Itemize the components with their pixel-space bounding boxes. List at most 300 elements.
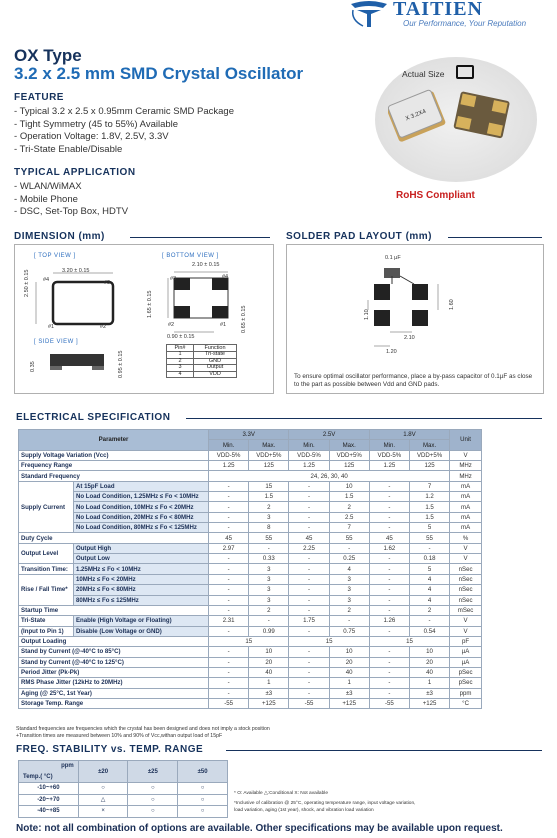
value-cell: 3 xyxy=(329,574,369,584)
value-cell: 15 xyxy=(289,636,369,646)
min-header: Min. xyxy=(369,440,409,450)
feature-list xyxy=(14,106,234,156)
bottom-note: Note: not all combination of options are available. Other specifications may be available upon request. xyxy=(16,823,503,834)
value-cell: 3 xyxy=(329,595,369,605)
feature-heading: FEATURE xyxy=(14,92,64,103)
value-cell: - xyxy=(409,543,449,553)
parameter-cell: Stand by Current (@-40°C to 85°C) xyxy=(19,647,209,657)
value-cell: 10 xyxy=(329,481,369,491)
value-cell: VDD-5% xyxy=(289,450,329,460)
unit-cell: nSec xyxy=(450,574,482,584)
solder-dim-160: 1.60 xyxy=(449,299,455,310)
value-cell: 3 xyxy=(249,595,289,605)
side-view-label: [ SIDE VIEW ] xyxy=(34,339,79,345)
value-cell: 2 xyxy=(249,502,289,512)
value-cell: 1 xyxy=(409,678,449,688)
unit-cell: mA xyxy=(450,502,482,512)
value-cell: 2 xyxy=(249,605,289,615)
pin-cell: 3 xyxy=(167,365,194,372)
value-cell: - xyxy=(329,616,369,626)
freq-corner-cell xyxy=(19,761,79,783)
value-cell: VDD+5% xyxy=(249,450,289,460)
unit-cell: ppm xyxy=(450,688,482,698)
value-cell: 10 xyxy=(409,647,449,657)
top-pin2: #2 xyxy=(100,324,107,330)
value-cell: - xyxy=(209,481,249,491)
side-pad-dim: 0.35 xyxy=(30,361,36,372)
parameter-cell: RMS Phase Jitter (12kHz to 20MHz) xyxy=(19,678,209,688)
value-cell: 1.5 xyxy=(409,512,449,522)
sub-parameter-cell: No Load Condition, 80MHz ≤ Fo < 125MHz xyxy=(73,523,208,533)
value-cell: 1.5 xyxy=(249,492,289,502)
value-cell: 15 xyxy=(209,636,289,646)
top-height-dim: 2.50 ± 0.15 xyxy=(24,269,30,297)
value-cell: 2 xyxy=(329,502,369,512)
unit-cell: V xyxy=(450,616,482,626)
table-row xyxy=(19,688,482,698)
sub-parameter-cell: Enable (High Voltage or Floating) xyxy=(73,616,208,626)
side-height-dim: 0.95 ± 0.15 xyxy=(118,350,124,378)
value-cell: - xyxy=(289,512,329,522)
value-cell: - xyxy=(369,492,409,502)
actual-size-label: Actual Size xyxy=(402,69,445,79)
parameter-cell: Frequency Range xyxy=(19,461,209,471)
value-cell: - xyxy=(209,523,249,533)
elec-note: +Transition times are measured between 10% and 90% of Vcc,withan output load of 15pF xyxy=(16,733,223,739)
value-cell: - xyxy=(289,688,329,698)
function-header: Function xyxy=(194,345,237,352)
table-row xyxy=(19,595,482,605)
value-cell: - xyxy=(369,574,409,584)
freq-col-header: ±20 xyxy=(78,761,128,783)
parameter-cell: Duty Cycle xyxy=(19,533,209,543)
legend-line: load variation, aging (1st year), shock, and vibration load variation xyxy=(234,808,374,813)
divider xyxy=(130,237,270,238)
value-cell: 1.2 xyxy=(409,492,449,502)
value-cell: 125 xyxy=(409,461,449,471)
table-row xyxy=(19,471,482,481)
table-row xyxy=(19,806,228,818)
value-cell: 0.18 xyxy=(409,554,449,564)
value-cell: - xyxy=(209,667,249,677)
unit-cell: mA xyxy=(450,512,482,522)
max-header: Max. xyxy=(329,440,369,450)
value-cell: -55 xyxy=(209,698,249,708)
application-heading: TYPICAL APPLICATION xyxy=(14,167,136,178)
value-cell: 2.31 xyxy=(209,616,249,626)
top-width-dim: 3.20 ± 0.15 xyxy=(62,268,90,274)
availability-cell: ○ xyxy=(78,783,128,795)
electrical-spec-table xyxy=(18,429,482,709)
sub-parameter-cell: Disable (Low Voltage or GND) xyxy=(73,626,208,636)
pin-table xyxy=(166,344,237,378)
unit-cell: mSec xyxy=(450,605,482,615)
unit-cell: MHz xyxy=(450,471,482,481)
list-item: - Tight Symmetry (45 to 55%) Available xyxy=(14,119,234,132)
value-cell: - xyxy=(369,688,409,698)
availability-cell: ○ xyxy=(128,806,178,818)
bottom-pin1: #1 xyxy=(220,322,227,328)
value-cell: 0.33 xyxy=(249,554,289,564)
pin-cell: 4 xyxy=(167,371,194,378)
unit-cell: % xyxy=(450,533,482,543)
availability-cell: ○ xyxy=(128,794,178,806)
solder-dim-110: 1.10 xyxy=(364,309,370,320)
elec-heading: ELECTRICAL SPECIFICATION xyxy=(16,412,171,423)
value-cell: 1 xyxy=(249,678,289,688)
value-cell: - xyxy=(329,543,369,553)
application-list xyxy=(14,181,128,219)
elec-note: Standard frequencies are frequencies which the crystal has been designed and does not imply a stock position xyxy=(16,726,270,732)
value-cell: - xyxy=(209,626,249,636)
parameter-header: Parameter xyxy=(19,430,209,451)
unit-cell: MHz xyxy=(450,461,482,471)
value-cell: - xyxy=(289,605,329,615)
value-cell: - xyxy=(369,512,409,522)
function-cell: GND xyxy=(194,358,237,365)
ppm-label: ppm xyxy=(61,763,74,769)
table-row xyxy=(19,450,482,460)
value-cell: - xyxy=(369,481,409,491)
value-cell: 1 xyxy=(329,678,369,688)
value-cell: 0.99 xyxy=(249,626,289,636)
value-cell: - xyxy=(369,647,409,657)
sub-parameter-cell: 80MHz ≤ Fo ≤ 125MHz xyxy=(73,595,208,605)
availability-cell: ○ xyxy=(178,783,228,795)
value-cell: - xyxy=(209,595,249,605)
value-cell: - xyxy=(209,647,249,657)
brand-tagline: Our Performance, Your Reputation xyxy=(403,19,527,28)
bottom-pin4: #4 xyxy=(222,274,229,280)
voltage-header: 2.5V xyxy=(289,430,369,440)
availability-cell: ○ xyxy=(178,806,228,818)
value-cell: 1.25 xyxy=(369,461,409,471)
value-cell: - xyxy=(369,554,409,564)
freq-col-header: ±25 xyxy=(128,761,178,783)
solder-dim-120: 1.20 xyxy=(386,349,397,355)
value-cell: - xyxy=(289,647,329,657)
bottom-height-dim: 1.65 ± 0.15 xyxy=(147,290,153,318)
value-cell: 1.62 xyxy=(369,543,409,553)
value-cell: - xyxy=(249,616,289,626)
sub-parameter-cell: Output Low xyxy=(73,554,208,564)
function-cell: VDD xyxy=(194,371,237,378)
value-cell: - xyxy=(209,585,249,595)
temp-range-cell: -10~+60 xyxy=(19,783,79,795)
elec-notes xyxy=(16,726,270,740)
unit-cell: nSec xyxy=(450,585,482,595)
min-header: Min. xyxy=(289,440,329,450)
value-cell: 0.75 xyxy=(329,626,369,636)
function-cell: Output xyxy=(194,365,237,372)
top-view-label: [ TOP VIEW ] xyxy=(34,253,76,259)
value-cell: 45 xyxy=(209,533,249,543)
bottom-pin3: #3 xyxy=(170,276,177,282)
parameter-cell: Stand by Current (@-40°C to 125°C) xyxy=(19,657,209,667)
availability-cell: × xyxy=(78,806,128,818)
value-cell: - xyxy=(289,667,329,677)
value-cell: 4 xyxy=(409,595,449,605)
page-title: OX Type xyxy=(14,46,82,65)
parameter-cell: Standard Frequency xyxy=(19,471,209,481)
unit-cell: nSec xyxy=(450,595,482,605)
bottom-view-label: [ BOTTOM VIEW ] xyxy=(162,253,219,259)
parameter-group-cell: Tri-State xyxy=(19,616,74,626)
sub-parameter-cell: No Load Condition, 1.25MHz ≤ Fo < 10MHz xyxy=(73,492,208,502)
divider xyxy=(226,750,542,751)
table-row xyxy=(19,512,482,522)
value-cell: ±3 xyxy=(249,688,289,698)
value-cell: 3 xyxy=(329,585,369,595)
value-cell: 0.25 xyxy=(329,554,369,564)
value-cell: - xyxy=(249,543,289,553)
value-cell: +125 xyxy=(409,698,449,708)
sub-parameter-cell: 10MHz ≤ Fo < 20MHz xyxy=(73,574,208,584)
legend-line: *Inclusive of calibration @ 25°C, operating temperature range, input voltage variation, xyxy=(234,801,416,806)
sub-parameter-cell: No Load Condition, 10MHz ≤ Fo < 20MHz xyxy=(73,502,208,512)
solder-heading: SOLDER PAD LAYOUT (mm) xyxy=(286,231,433,242)
value-cell: 2 xyxy=(409,605,449,615)
bottom-pitch-dim: 0.90 ± 0.15 xyxy=(167,334,195,340)
value-cell: 2.97 xyxy=(209,543,249,553)
value-cell: 55 xyxy=(329,533,369,543)
voltage-header: 3.3V xyxy=(209,430,289,440)
parameter-cell: Aging (@ 25°C, 1st Year) xyxy=(19,688,209,698)
value-cell: - xyxy=(369,626,409,636)
unit-cell: V xyxy=(450,450,482,460)
value-cell: 45 xyxy=(369,533,409,543)
sub-parameter-cell: At 15pF Load xyxy=(73,481,208,491)
value-cell: ±3 xyxy=(329,688,369,698)
sub-parameter-cell: No Load Condition, 20MHz ≤ Fo < 80MHz xyxy=(73,512,208,522)
table-row xyxy=(19,667,482,677)
value-cell: - xyxy=(289,678,329,688)
value-cell: 8 xyxy=(249,523,289,533)
bottom-pin2: #2 xyxy=(168,322,175,328)
value-cell: - xyxy=(289,595,329,605)
unit-cell: °C xyxy=(450,698,482,708)
value-cell: 24, 26, 30, 40 xyxy=(209,471,450,481)
max-header: Max. xyxy=(409,440,449,450)
value-cell: ±3 xyxy=(409,688,449,698)
table-row xyxy=(19,554,482,564)
bottom-pad-dim: 0.65 ± 0.15 xyxy=(241,305,247,333)
parameter-cell: Period Jitter (Pk-Pk) xyxy=(19,667,209,677)
parameter-group-cell: Rise / Fall Time* xyxy=(19,574,74,605)
divider xyxy=(186,418,542,419)
value-cell: - xyxy=(289,554,329,564)
value-cell: - xyxy=(289,492,329,502)
value-cell: - xyxy=(289,564,329,574)
unit-cell: µA xyxy=(450,647,482,657)
list-item: - Typical 3.2 x 2.5 x 0.95mm Ceramic SMD Package xyxy=(14,106,234,119)
value-cell: - xyxy=(369,564,409,574)
value-cell: - xyxy=(209,564,249,574)
unit-header: Unit xyxy=(450,430,482,451)
voltage-header: 1.8V xyxy=(369,430,449,440)
value-cell: VDD+5% xyxy=(329,450,369,460)
legend-line: * O: Available △:Conditional X: Not available xyxy=(234,791,328,796)
table-row xyxy=(19,574,482,584)
table-row xyxy=(19,492,482,502)
value-cell: - xyxy=(209,688,249,698)
parameter-cell: Supply Voltage Variation (Vcc) xyxy=(19,450,209,460)
freq-stability-table xyxy=(18,760,228,818)
value-cell: 55 xyxy=(409,533,449,543)
value-cell: - xyxy=(369,502,409,512)
freq-heading: FREQ. STABILITY vs. TEMP. RANGE xyxy=(16,744,204,755)
value-cell: 1.5 xyxy=(409,502,449,512)
value-cell: 20 xyxy=(329,657,369,667)
table-row xyxy=(19,543,482,553)
value-cell: 4 xyxy=(329,564,369,574)
value-cell: - xyxy=(289,481,329,491)
unit-cell: V xyxy=(450,554,482,564)
max-header: Max. xyxy=(249,440,289,450)
value-cell: 10 xyxy=(249,647,289,657)
temp-label: Temp.( °C) xyxy=(23,774,53,780)
table-row xyxy=(19,533,482,543)
value-cell: - xyxy=(289,574,329,584)
parameter-group-cell: Output Level xyxy=(19,543,74,564)
list-item: - Mobile Phone xyxy=(14,194,128,207)
table-row xyxy=(19,564,482,574)
value-cell: 55 xyxy=(249,533,289,543)
solder-dim-210: 2.10 xyxy=(404,335,415,341)
value-cell: 3 xyxy=(249,574,289,584)
function-cell: Tri-state xyxy=(194,352,237,359)
parameter-group-cell: Transition Time: xyxy=(19,564,74,574)
availability-cell: ○ xyxy=(128,783,178,795)
value-cell: 45 xyxy=(289,533,329,543)
unit-cell: V xyxy=(450,543,482,553)
value-cell: - xyxy=(369,523,409,533)
list-item: - DSC, Set-Top Box, HDTV xyxy=(14,206,128,219)
unit-cell: µA xyxy=(450,657,482,667)
value-cell: - xyxy=(209,678,249,688)
value-cell: 7 xyxy=(409,481,449,491)
value-cell: +125 xyxy=(249,698,289,708)
table-row xyxy=(19,461,482,471)
availability-cell: ○ xyxy=(178,794,228,806)
unit-cell: mA xyxy=(450,523,482,533)
solder-note: To ensure optimal oscillator performance, place a by-pass capacitor of 0.1µF as close to the part as possible between Vdd and GND pads. xyxy=(294,373,533,388)
value-cell: 15 xyxy=(369,636,449,646)
list-item: - Tri-State Enable/Disable xyxy=(14,144,234,157)
unit-cell: pSec xyxy=(450,667,482,677)
bottom-view-drawing xyxy=(160,262,270,342)
value-cell: 1.5 xyxy=(329,492,369,502)
value-cell: - xyxy=(369,667,409,677)
list-item: - WLAN/WiMAX xyxy=(14,181,128,194)
top-pin3: #3 xyxy=(104,280,111,286)
parameter-cell: Output Loading xyxy=(19,636,209,646)
value-cell: - xyxy=(209,554,249,564)
unit-cell: mA xyxy=(450,481,482,491)
table-row xyxy=(19,647,482,657)
availability-cell: △ xyxy=(78,794,128,806)
table-row xyxy=(19,502,482,512)
unit-cell: nSec xyxy=(450,564,482,574)
value-cell: 40 xyxy=(329,667,369,677)
top-pin4: #4 xyxy=(43,277,50,283)
value-cell: 2.25 xyxy=(289,543,329,553)
value-cell: - xyxy=(369,595,409,605)
temp-range-cell: -20~+70 xyxy=(19,794,79,806)
value-cell: - xyxy=(369,657,409,667)
value-cell: 1.25 xyxy=(209,461,249,471)
value-cell: 15 xyxy=(249,481,289,491)
value-cell: - xyxy=(369,678,409,688)
value-cell: 20 xyxy=(409,657,449,667)
chip-marking: X 3.2X4 xyxy=(404,108,427,123)
value-cell: 20 xyxy=(249,657,289,667)
value-cell: - xyxy=(209,657,249,667)
value-cell: 40 xyxy=(249,667,289,677)
value-cell: - xyxy=(369,605,409,615)
value-cell: - xyxy=(209,492,249,502)
value-cell: +125 xyxy=(329,698,369,708)
parameter-group-cell: (Input to Pin 1) xyxy=(19,626,74,636)
table-row xyxy=(19,585,482,595)
brand-name: TAITIEN xyxy=(393,0,483,20)
parameter-cell: Startup Time xyxy=(19,605,209,615)
freq-col-header: ±50 xyxy=(178,761,228,783)
value-cell: - xyxy=(209,605,249,615)
temp-range-cell: -40~+85 xyxy=(19,806,79,818)
pin-cell: 2 xyxy=(167,358,194,365)
unit-cell: pSec xyxy=(450,678,482,688)
table-row xyxy=(19,523,482,533)
value-cell: VDD+5% xyxy=(409,450,449,460)
value-cell: 1.75 xyxy=(289,616,329,626)
divider xyxy=(448,237,542,238)
value-cell: 2.5 xyxy=(329,512,369,522)
value-cell: VDD-5% xyxy=(369,450,409,460)
sub-parameter-cell: 1.25MHz ≤ Fo < 10MHz xyxy=(73,564,208,574)
value-cell: 1.25 xyxy=(289,461,329,471)
table-row xyxy=(19,481,482,491)
value-cell: - xyxy=(209,574,249,584)
unit-cell: V xyxy=(450,626,482,636)
value-cell: 5 xyxy=(409,564,449,574)
table-row xyxy=(19,698,482,708)
pin-header: Pin# xyxy=(167,345,194,352)
pin-cell: 1 xyxy=(167,352,194,359)
min-header: Min. xyxy=(209,440,249,450)
value-cell: - xyxy=(369,585,409,595)
table-header-row xyxy=(19,430,482,440)
value-cell: 7 xyxy=(329,523,369,533)
value-cell: 125 xyxy=(329,461,369,471)
value-cell: 4 xyxy=(409,585,449,595)
parameter-group-cell: Supply Current xyxy=(19,481,74,533)
value-cell: 125 xyxy=(249,461,289,471)
value-cell: 0.54 xyxy=(409,626,449,636)
value-cell: -55 xyxy=(289,698,329,708)
sub-parameter-cell: 20MHz ≤ Fo < 80MHz xyxy=(73,585,208,595)
rohs-badge: RoHS Compliant xyxy=(396,190,475,201)
value-cell: - xyxy=(289,523,329,533)
value-cell: 40 xyxy=(409,667,449,677)
value-cell: 3 xyxy=(249,585,289,595)
value-cell: - xyxy=(289,585,329,595)
value-cell: 5 xyxy=(409,523,449,533)
value-cell: VDD-5% xyxy=(209,450,249,460)
value-cell: 4 xyxy=(409,574,449,584)
parameter-cell: Storage Temp. Range xyxy=(19,698,209,708)
value-cell: - xyxy=(289,657,329,667)
